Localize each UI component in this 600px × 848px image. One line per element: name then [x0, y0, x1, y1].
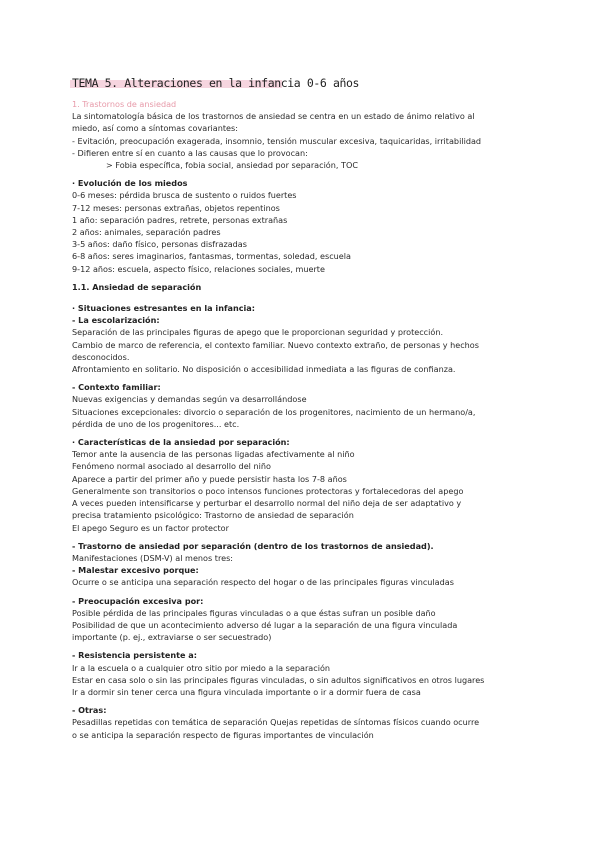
subsection-heading: · Evolución de los miedos [72, 178, 188, 189]
text-line: Separación de las principales figuras de apego que le proporcionan seguridad y protección. [72, 327, 444, 338]
page-title: TEMA 5. Alteraciones en la infancia 0-6 años [72, 76, 360, 90]
text-line: > Fobia específica, fobia social, ansiedad por separación, TOC [106, 160, 359, 171]
text-line: Ir a dormir sin tener cerca una figura vinculada importante o ir a dormir fuera de casa [72, 686, 421, 697]
title-block [72, 72, 359, 91]
subsection-heading: - Preocupación excesiva por: [72, 595, 204, 606]
text-line: Estar en casa solo o sin las principales figuras vinculadas, o sin adultos significativos en otros lugares [72, 674, 485, 685]
subsection-heading: - Resistencia persistente a: [72, 650, 197, 661]
text-line: Temor ante la ausencia de las personas ligadas afectivamente al niño [72, 449, 355, 460]
text-line: A veces pueden intensificarse y perturbar el desarrollo normal del niño deja de ser adaptativo y [72, 498, 462, 509]
document-body [72, 98, 542, 741]
text-line: 1 año: separación padres, retrete, personas extrañas [72, 214, 288, 225]
section-heading: 1. Trastornos de ansiedad [72, 99, 177, 109]
subsection-heading: · Situaciones estresantes en la infancia: [72, 303, 255, 314]
text-line: desconocidos. [72, 351, 130, 362]
text-line: Generalmente son transitorios o poco intensos funciones protectoras y fortalecedoras del apego [72, 485, 464, 496]
text-line: 6-8 años: seres imaginarios, fantasmas, tormentas, soledad, escuela [72, 251, 351, 262]
text-line: Pesadillas repetidas con temática de separación Quejas repetidas de síntomas físicos cuando ocurre [72, 717, 480, 728]
text-line: Manifestaciones (DSM-V) al menos tres: [72, 552, 234, 563]
text-line: Fenómeno normal asociado al desarrollo del niño [72, 461, 271, 472]
subsection-heading: - La escolarización: [72, 315, 160, 326]
subsection-heading: - Otras: [72, 705, 107, 716]
text-line: - Evitación, preocupación exagerada, insomnio, tensión muscular excesiva, taquicaridas, irritabilidad [72, 135, 482, 146]
text-line: Posibilidad de que un acontecimiento adverso dé lugar a la separación de una figura vinculada [72, 619, 458, 630]
subsection-heading: · Características de la ansiedad por separación: [72, 437, 290, 448]
text-line: 9-12 años: escuela, aspecto físico, relaciones sociales, muerte [72, 263, 325, 274]
text-line: La sintomatología básica de los trastornos de ansiedad se centra en un estado de ánimo relativo al [72, 111, 475, 122]
text-line: Situaciones excepcionales: divorcio o separación de los progenitores, nacimiento de un hermano/a, [72, 406, 476, 417]
text-line: Nuevas exigencias y demandas según va desarrollándose [72, 394, 307, 405]
text-line: Posible pérdida de las principales figuras vinculadas o a que éstas sufran un posible daño [72, 607, 436, 618]
text-line: pérdida de uno de los progenitores... etc. [72, 418, 240, 429]
text-line: 3-5 años: daño físico, personas disfrazadas [72, 239, 247, 250]
subsection-heading: - Contexto familiar: [72, 382, 161, 393]
text-line: Cambio de marco de referencia, el contexto familiar. Nuevo contexto extraño, de personas y hechos [72, 339, 479, 350]
subsection-heading: - Malestar excesivo porque: [72, 565, 199, 576]
section-heading: 1.1. Ansiedad de separación [72, 281, 202, 292]
text-line: o se anticipa la separación respecto de figuras importantes de vinculación [72, 729, 374, 740]
text-line: importante (p. ej., extraviarse o ser secuestrado) [72, 632, 272, 643]
text-line: 0-6 meses: pérdida brusca de sustento o ruidos fuertes [72, 190, 297, 201]
text-line: 7-12 meses: personas extrañas, objetos repentinos [72, 202, 280, 213]
text-line: miedo, así como a síntomas covariantes: [72, 123, 238, 134]
text-line: Afrontamiento en solitario. No disposición o accesibilidad inmediata a las figuras de confianza. [72, 364, 456, 375]
text-line: precisa tratamiento psicológico: Trastorno de ansiedad de separación [72, 510, 354, 521]
text-line: 2 años: animales, separación padres [72, 227, 221, 238]
text-line: Ocurre o se anticipa una separación respecto del hogar o de las principales figuras vinculadas [72, 577, 454, 588]
text-line: Ir a la escuela o a cualquier otro sitio por miedo a la separación [72, 662, 331, 673]
subsection-heading: - Trastorno de ansiedad por separación (dentro de los trastornos de ansiedad). [72, 540, 434, 551]
text-line: - Difieren entre sí en cuanto a las causas que lo provocan: [72, 147, 308, 158]
text-line: Aparece a partir del primer año y puede persistir hasta los 7-8 años [72, 473, 347, 484]
text-line: El apego Seguro es un factor protector [72, 522, 229, 533]
